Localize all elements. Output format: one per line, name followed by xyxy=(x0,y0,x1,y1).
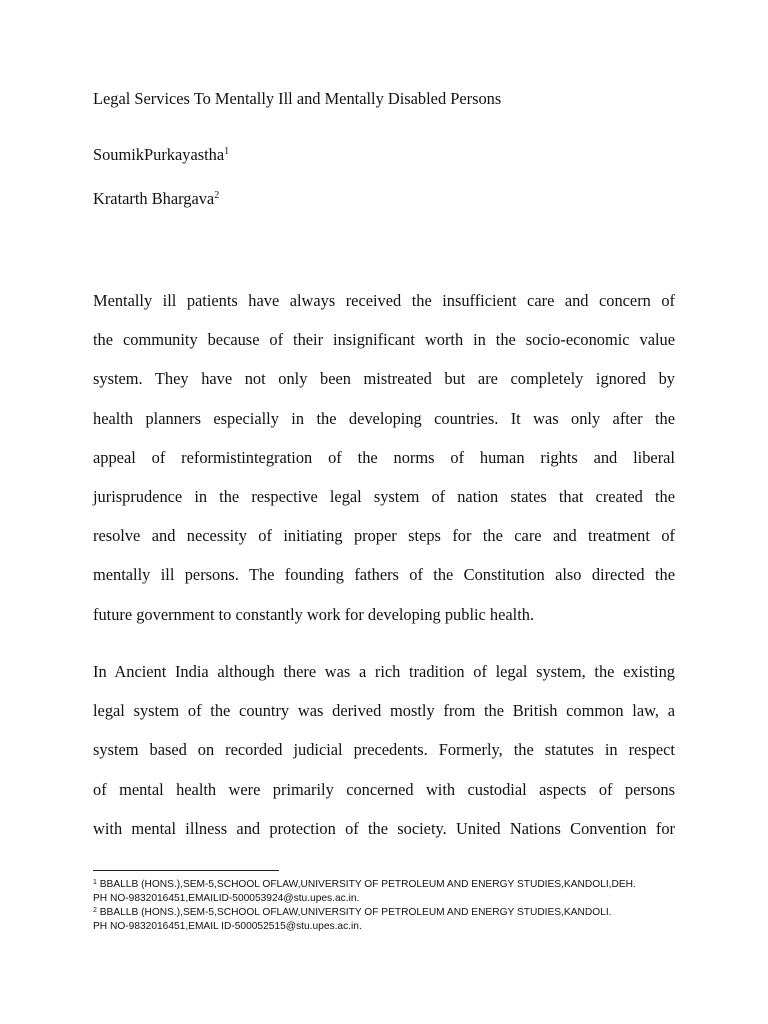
paragraph-1 xyxy=(93,291,675,644)
author-name: SoumikPurkayastha xyxy=(93,145,225,164)
text-line: Mentally ill patients have always received the insufficient care and concern of xyxy=(93,291,675,310)
footnote-2 xyxy=(93,906,693,920)
footnote-mark: 2 xyxy=(93,907,97,914)
author-1 xyxy=(93,145,229,165)
footnote-1 xyxy=(93,878,693,892)
text-line: the community because of their insignificant worth in the socio-economic value xyxy=(93,330,675,350)
text-line: jurisprudence in the respective legal system of nation states that created the xyxy=(93,486,675,506)
text-line: system based on recorded judicial precedents. Formerly, the statutes in respect xyxy=(93,740,675,760)
text-line: of mental health were primarily concerned with custodial aspects of persons xyxy=(93,779,675,799)
text-line: with mental illness and protection of the society. United Nations Convention for xyxy=(93,818,675,838)
text-line: health planners especially in the developing countries. It was only after the xyxy=(93,408,675,428)
footnote-ref[interactable]: 1 xyxy=(224,146,230,157)
text-line: In Ancient India although there was a rich tradition of legal system, the existing xyxy=(93,662,675,681)
footnote-1-contact: PH NO-9832016451,EMAILID-500053924@stu.upes.ac.in. xyxy=(93,893,360,904)
text-line: resolve and necessity of initiating proper steps for the care and treatment of xyxy=(93,526,675,546)
footnote-ref[interactable]: 2 xyxy=(214,190,220,201)
text-line: future government to constantly work for developing public health. xyxy=(93,604,535,624)
footnote-2-contact: PH NO-9832016451,EMAIL ID-500052515@stu.upes.ac.in. xyxy=(93,921,362,932)
text-line: system. They have not only been mistreated but are completely ignored by xyxy=(93,369,675,389)
text-line: appeal of reformistintegration of the norms of human rights and liberal xyxy=(93,447,675,467)
text-line: mentally ill persons. The founding fathers of the Constitution also directed the xyxy=(93,565,675,585)
footnote-mark: 1 xyxy=(93,879,97,886)
footnotes xyxy=(93,878,693,934)
footnote-separator xyxy=(93,870,279,871)
document-title: Legal Services To Mentally Ill and Mentally Disabled Persons xyxy=(93,89,502,108)
paragraph-2 xyxy=(93,662,675,858)
author-2 xyxy=(93,189,219,209)
footnote-text: BBALLB (HONS.),SEM-5,SCHOOL OFLAW,UNIVERSITY OF PETROLEUM AND ENERGY STUDIES,KANDOLI. xyxy=(96,907,612,918)
author-name: Kratarth Bhargava xyxy=(93,189,215,208)
footnote-text: BBALLB (HONS.),SEM-5,SCHOOL OFLAW,UNIVERSITY OF PETROLEUM AND ENERGY STUDIES,KANDOLI,DEH. xyxy=(96,879,636,890)
text-line: legal system of the country was derived mostly from the British common law, a xyxy=(93,701,675,721)
